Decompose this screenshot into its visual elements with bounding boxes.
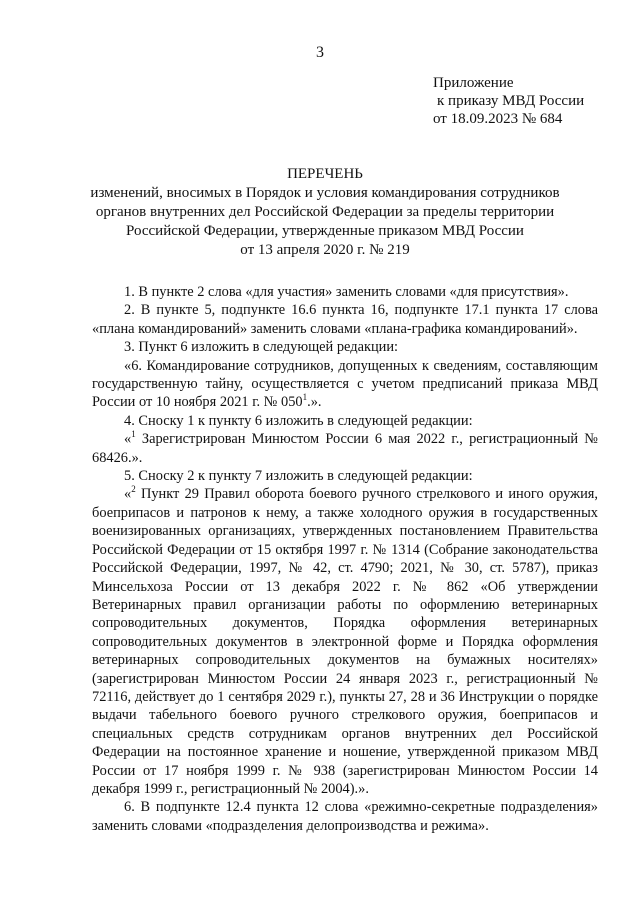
paragraph-2: 2. В пункте 5, подпункте 16.6 пункта 16, подпункте 17.1 пункта 17 слова «плана командирований» заменить словами «плана-графика командирований».: [92, 302, 598, 337]
title-heading: ПЕРЕЧЕНЬ: [287, 166, 363, 182]
appendix-line-1: Приложение: [433, 75, 514, 91]
paragraph-5: 4. Сноску 1 к пункту 6 изложить в следующей редакции:: [124, 412, 473, 429]
paragraph-6-text: Зарегистрирован Минюстом России 6 мая 2022 г., регистрационный № 68426.».: [92, 431, 598, 466]
title-line-2: органов внутренних дел Российской Федерации за пределы территории: [95, 204, 555, 220]
page-number: 3: [316, 44, 324, 61]
paragraph-4-text: «6. Командирование сотрудников, допущенных к сведениям, составляющим государственную тайну, осуществляется с учетом предписаний приказа МВД России от 10 ноября 2021 г. № 050: [92, 357, 598, 411]
paragraph-4-end: .».: [307, 394, 322, 411]
paragraph-3: 3. Пункт 6 изложить в следующей редакции:: [124, 339, 399, 356]
title-line-3: Российской Федерации, утвержденные приказом МВД России: [126, 223, 524, 239]
title-line-4: от 13 апреля 2020 г. № 219: [240, 242, 410, 258]
paragraph-7: 5. Сноску 2 к пункту 7 изложить в следующей редакции:: [124, 468, 473, 485]
title-line-1: изменений, вносимых в Порядок и условия командирования сотрудников: [90, 185, 560, 201]
appendix-header: [433, 74, 584, 128]
footnote-mark-2: 2: [131, 484, 136, 495]
document-body: [92, 283, 598, 835]
paragraph-8-open: «: [124, 486, 132, 503]
paragraph-9: 6. В подпункте 12.4 пункта 12 слова «режимно-секретные подразделения» заменить словами «подразделения делопроизводства и режима».: [92, 799, 598, 834]
paragraph-1: 1. В пункте 2 слова «для участия» заменить словами «для присутствия».: [124, 284, 569, 300]
appendix-line-2: к приказу МВД России: [437, 93, 585, 109]
document-title: [90, 165, 560, 260]
paragraph-8-text: Пункт 29 Правил оборота боевого ручного стрелкового и иного оружия, боеприпасов и патронов к нему, а также холодного оружия в государственных военизированных организациях, утвержденных постановлением Правительства Российской Федерации от 15 октября 1997 г. № 1314 (Собрание законодательства Российской Федерации, 1997, № 42, ст. 4790; 2021, № 30, ст. 5787), приказ Минсельхоза России от 13 декабря 2022 г. № 862 «Об утверждении Ветеринарных правил организации работы по оформлению ветеринарных сопроводительных документов, Порядка оформления ветеринарных сопроводительных документов в электронной форме и Порядка оформления ветеринарных сопроводительных документов на бумажных носителях» (зарегистрирован Минюстом России 24 января 2023 г., регистрационный № 72116, действует до 1 сентября 2029 г.), пункты 27, 28 и 36 Инструкции о порядке выдачи табельного боевого ручного стрелкового оружия, боеприпасов и специальных средств сотрудникам органов внутренних дел Российской Федерации на постоянное хранение и ношение, утвержденной приказом МВД России от 17 ноября 1999 г. № 938 (зарегистрирован Минюстом России 14 декабря 1999 г., регистрационный № 2004).».: [92, 486, 598, 797]
footnote-ref-1: 1: [302, 392, 308, 403]
footnote-mark-1: 1: [131, 429, 136, 440]
paragraph-6: [92, 430, 598, 467]
appendix-line-3: от 18.09.2023 № 684: [433, 111, 563, 127]
paragraph-4: [92, 357, 598, 412]
paragraph-8: [92, 485, 598, 798]
paragraph-6-open: «: [124, 431, 132, 448]
